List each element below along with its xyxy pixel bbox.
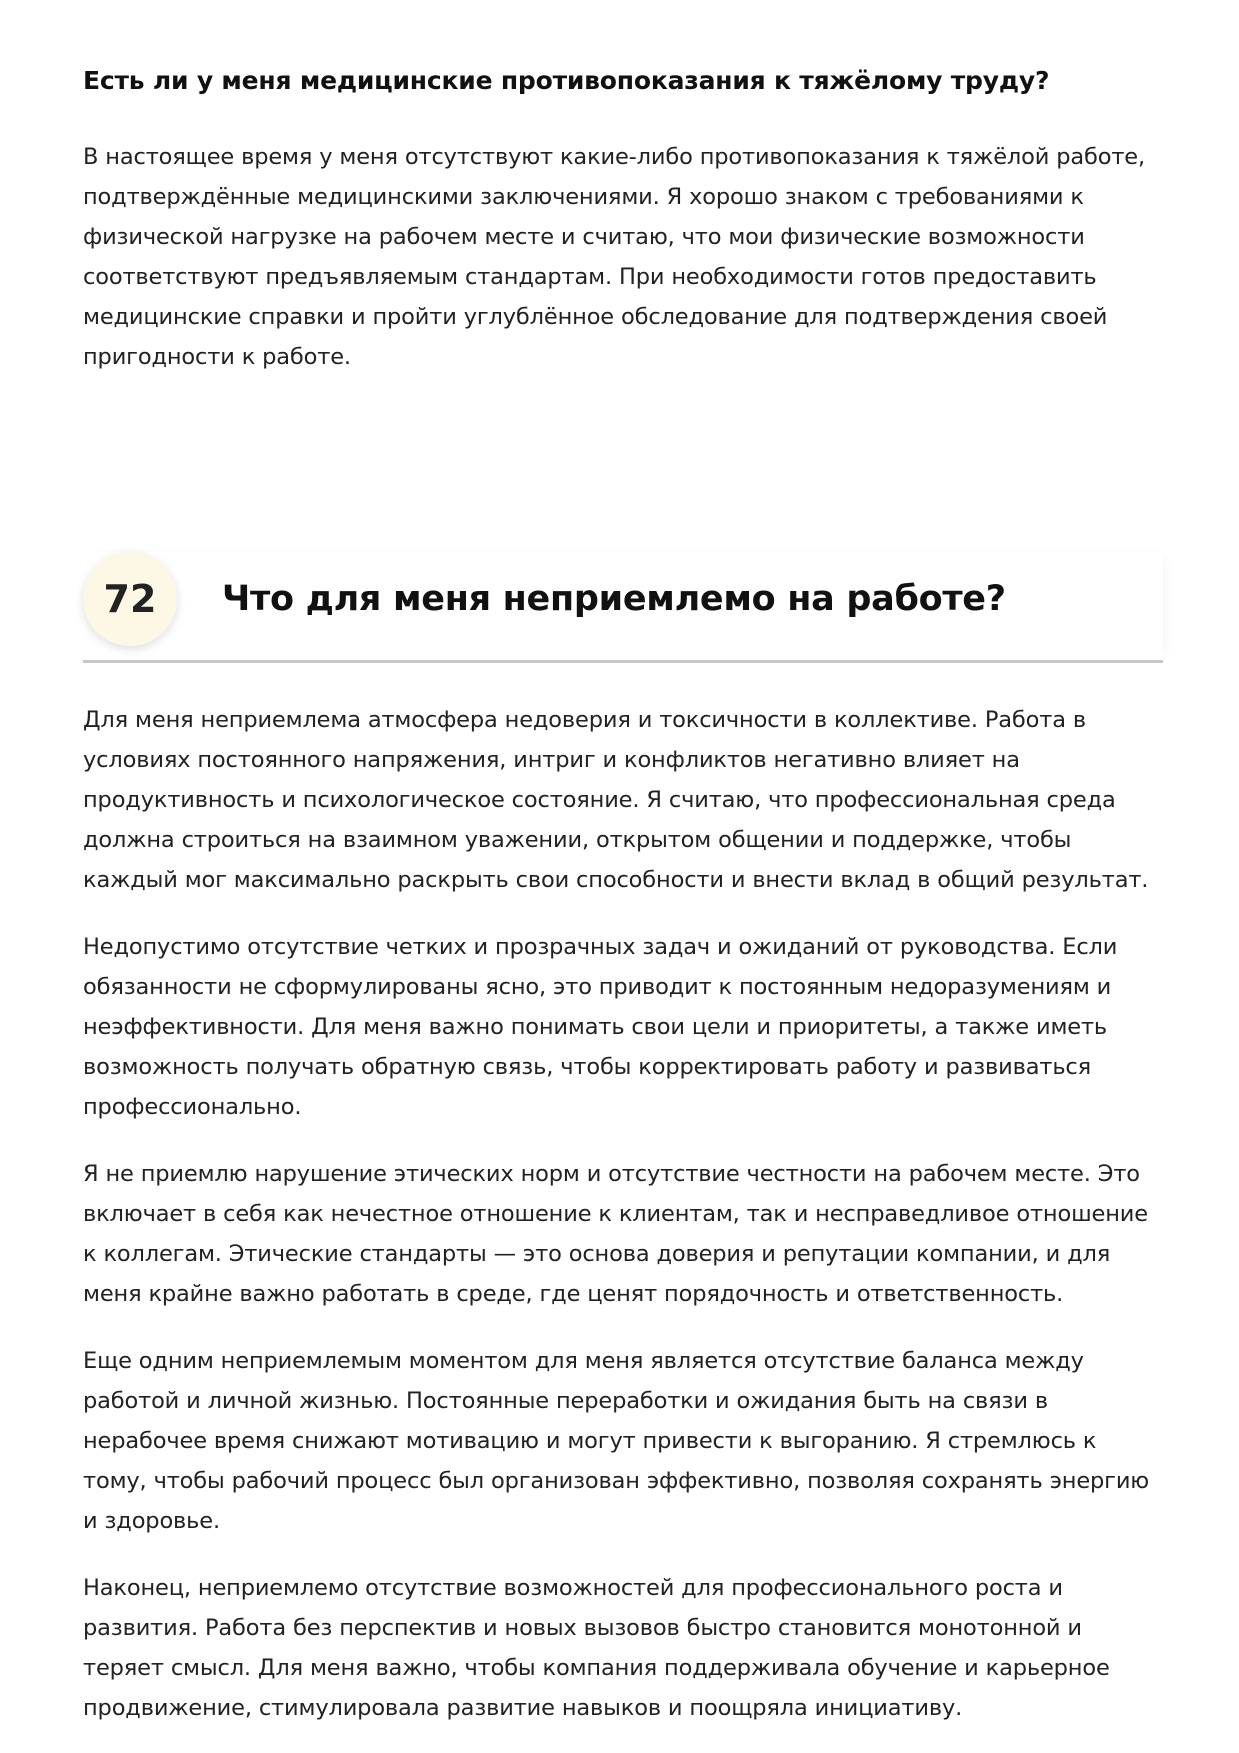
paragraph: Наконец, неприемлемо отсутствие возможностей для профессионального роста и развития. Работа без перспектив и новых вызовов быстро становится монотонной и теряет смысл. Для меня важно, чтобы компания поддерживала обучение и карьерное продвижение, стимулировала развитие навыков и поощряла инициативу.: [83, 1575, 1110, 1721]
paragraph: Недопустимо отсутствие четких и прозрачных задач и ожиданий от руководства. Если обязанности не сформулированы ясно, это приводит к постоянным недоразумениям и неэффективности. Для меня важно понимать свои цели и приоритеты, а также иметь возможность получать обратную связь, чтобы корректировать работу и развиваться профессионально.: [83, 934, 1118, 1120]
previous-section-body: [83, 137, 1163, 377]
paragraph: В настоящее время у меня отсутствуют какие-либо противопоказания к тяжёлой работе, подтверждённые медицинскими заключениями. Я хорошо знаком с требованиями к физической нагрузке на рабочем месте и считаю, что мои физические возможности соответствуют предъявляемым стандартам. При необходимости готов предоставить медицинские справки и пройти углублённое обследование для подтверждения своей пригодности к работе.: [83, 144, 1145, 370]
paragraph: Для меня неприемлема атмосфера недоверия и токсичности в коллективе. Работа в условиях постоянного напряжения, интриг и конфликтов негативно влияет на продуктивность и психологическое состояние. Я считаю, что профессиональная среда должна строиться на взаимном уважении, открытом общении и поддержке, чтобы каждый мог максимально раскрыть свои способности и внести вклад в общий результат.: [83, 707, 1149, 893]
paragraph: Я не приемлю нарушение этических норм и отсутствие честности на рабочем месте. Это включает в себя как нечестное отношение к клиентам, так и несправедливое отношение к коллегам. Этические стандарты — это основа доверия и репутации компании, и для меня крайне важно работать в среде, где ценят порядочность и ответственность.: [83, 1161, 1148, 1307]
previous-section-heading: Есть ли у меня медицинские противопоказания к тяжёлому труду?: [83, 66, 1050, 95]
paragraph: Еще одним неприемлемым моментом для меня является отсутствие баланса между работой и личной жизнью. Постоянные переработки и ожидания быть на связи в нерабочее время снижают мотивацию и могут привести к выгоранию. Я стремлюсь к тому, чтобы рабочий процесс был организован эффективно, позволяя сохранять энергию и здоровье.: [83, 1348, 1150, 1534]
section-body: [83, 700, 1163, 1728]
section-header: [83, 552, 1163, 663]
section-number-badge: 72: [83, 552, 177, 646]
section-title: Что для меня неприемлемо на работе?: [222, 579, 1006, 619]
